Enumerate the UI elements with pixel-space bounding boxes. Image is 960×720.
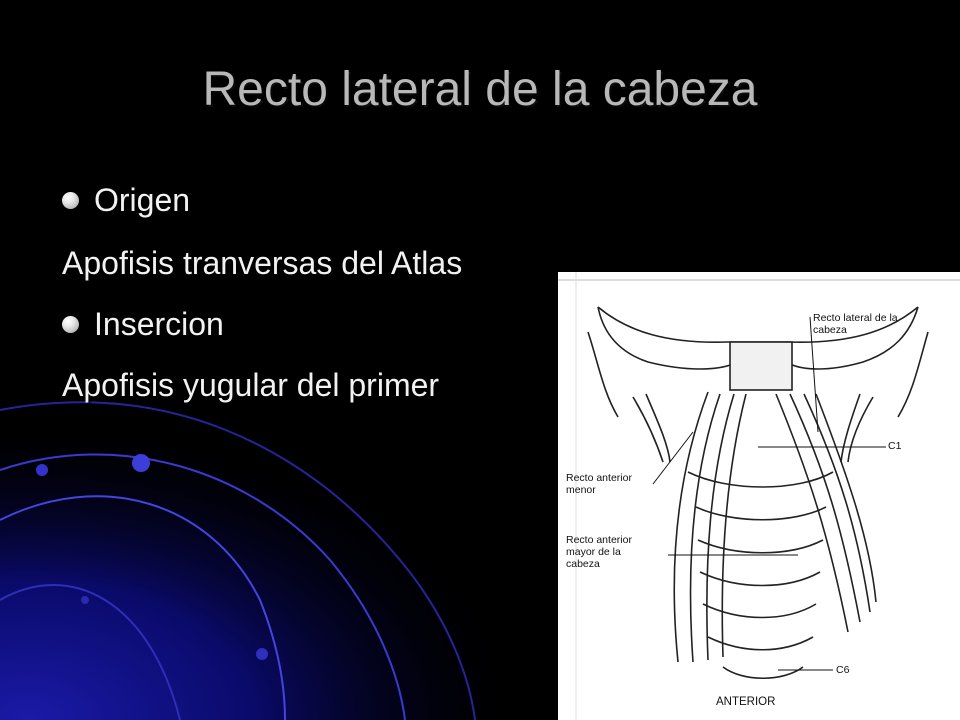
label-line: cabeza — [813, 324, 847, 336]
slide-title: Recto lateral de la cabeza — [202, 63, 758, 116]
bullet-text: Insercion — [94, 306, 224, 342]
label-line: cabeza — [566, 558, 600, 570]
bullet-item-insercion — [62, 306, 224, 343]
label-c1: C1 — [888, 440, 902, 452]
anatomy-figure — [558, 272, 960, 720]
label-recto-lateral — [813, 312, 898, 336]
label-recto-anterior-mayor — [566, 534, 632, 570]
label-anterior: ANTERIOR — [716, 696, 776, 708]
anatomy-drawing — [558, 272, 960, 720]
label-c6: C6 — [836, 664, 850, 676]
label-line: Recto anterior — [566, 472, 632, 484]
bullet-icon — [62, 316, 79, 333]
origin-description: Apofisis tranversas del Atlas — [62, 245, 463, 281]
bullet-item-origen — [62, 182, 190, 219]
bullet-icon — [62, 192, 79, 209]
label-line: menor — [566, 484, 596, 496]
bullet-text: Origen — [94, 182, 191, 218]
label-line: Recto anterior — [566, 534, 632, 546]
label-line: mayor de la — [566, 546, 621, 558]
label-recto-anterior-menor — [566, 472, 632, 496]
label-line: Recto lateral de la — [813, 312, 898, 324]
insertion-description: Apofisis yugular del primer — [62, 367, 440, 403]
